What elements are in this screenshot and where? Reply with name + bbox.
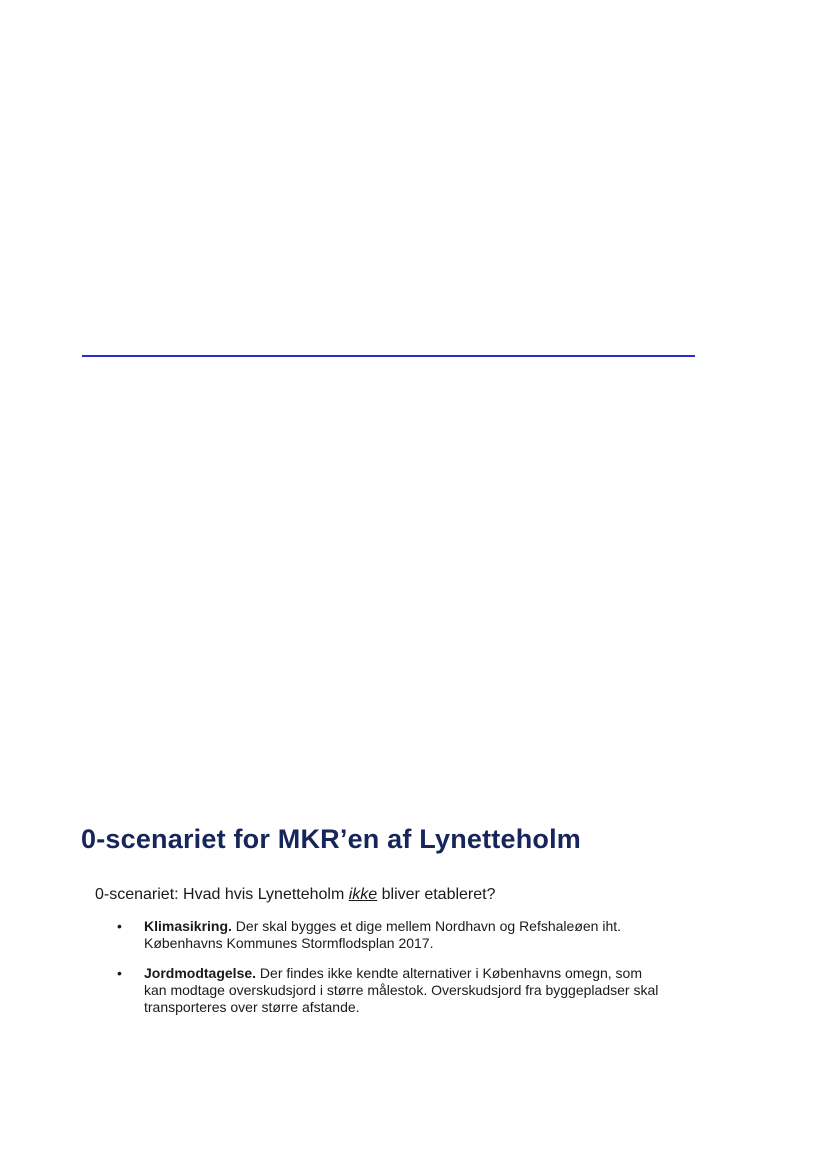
scenario-list <box>117 918 717 1029</box>
scenario-question <box>95 886 496 904</box>
item-lead: Klimasikring. <box>144 918 232 934</box>
item-text-line: Københavns Kommunes Stormflodsplan 2017. <box>144 935 434 951</box>
item-text-line: Der skal bygges et dige mellem Nordhavn og Refshaleøen iht. <box>231 918 622 934</box>
item-text-line: kan modtage overskudsjord i større målestok. Overskudsjord fra byggepladser skal <box>144 982 659 998</box>
bullet-icon: • <box>117 965 122 981</box>
item-text-line: transporteres over større afstande. <box>144 999 360 1015</box>
bullet-icon: • <box>117 918 122 934</box>
section-heading: 0-scenariet for MKR’en af Lynetteholm <box>81 824 581 854</box>
question-emphasis: ikke <box>348 886 378 903</box>
item-lead: Jordmodtagelse. <box>144 965 257 981</box>
list-item-jordmodtagelse <box>117 965 717 1016</box>
item-text-line: Der findes ikke kendte alternativer i Københavns omegn, som <box>256 965 643 981</box>
question-text-end: bliver etableret? <box>377 886 496 903</box>
question-text-start: 0-scenariet: Hvad hvis Lynetteholm <box>95 886 349 903</box>
list-item-klimasikring <box>117 918 717 952</box>
horizontal-rule <box>82 355 695 357</box>
